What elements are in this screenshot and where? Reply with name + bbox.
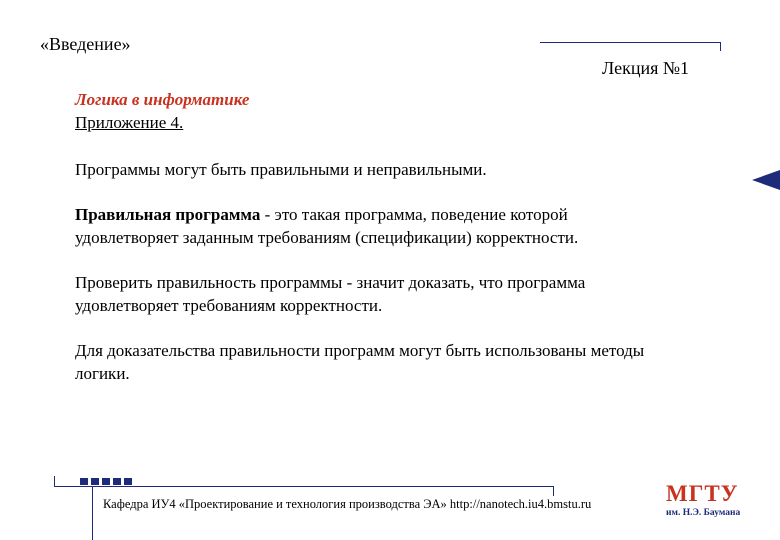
paragraph-2	[75, 203, 675, 249]
slide-content	[75, 88, 675, 385]
appendix-label: Приложение 4.	[75, 113, 184, 132]
paragraph-4: Для доказательства правильности программ могут быть использованы методы логики.	[75, 341, 645, 383]
logo-text: МГТУ	[666, 481, 739, 506]
edge-marker-triangle	[752, 170, 780, 190]
footer-dot	[124, 478, 132, 485]
footer-dot	[113, 478, 121, 485]
footer-dot	[80, 478, 88, 485]
definition-text: - это такая программа, поведение которой удовлетворяет заданным требованиям (спецификации) корректности.	[75, 205, 579, 247]
definition-term: Правильная программа	[75, 205, 261, 224]
section-label: «Введение»	[40, 34, 131, 54]
header-divider	[540, 42, 720, 43]
paragraph-3: Проверить правильность программы - значит доказать, что программа удовлетворяет требованиям корректности.	[75, 273, 586, 315]
header-divider-tick	[720, 42, 721, 51]
footer-vertical-line	[92, 486, 93, 540]
paragraph-1: Программы могут быть правильными и неправильными.	[75, 160, 487, 179]
footer-divider-tick-left	[54, 476, 55, 486]
logo-subtitle: им. Н.Э. Баумана	[666, 508, 741, 518]
footer-divider-tick-right	[553, 486, 554, 496]
footer-divider	[54, 486, 554, 487]
lecture-label: Лекция №1	[602, 58, 690, 78]
footer-dot	[102, 478, 110, 485]
topic-title: Логика в информатике	[75, 90, 250, 109]
footer-dots-decoration	[80, 478, 132, 485]
footer-dot	[91, 478, 99, 485]
footer-department-text: Кафедра ИУ4 «Проектирование и технология производства ЭА» http://nanotech.iu4.bmstu.ru	[103, 497, 592, 511]
